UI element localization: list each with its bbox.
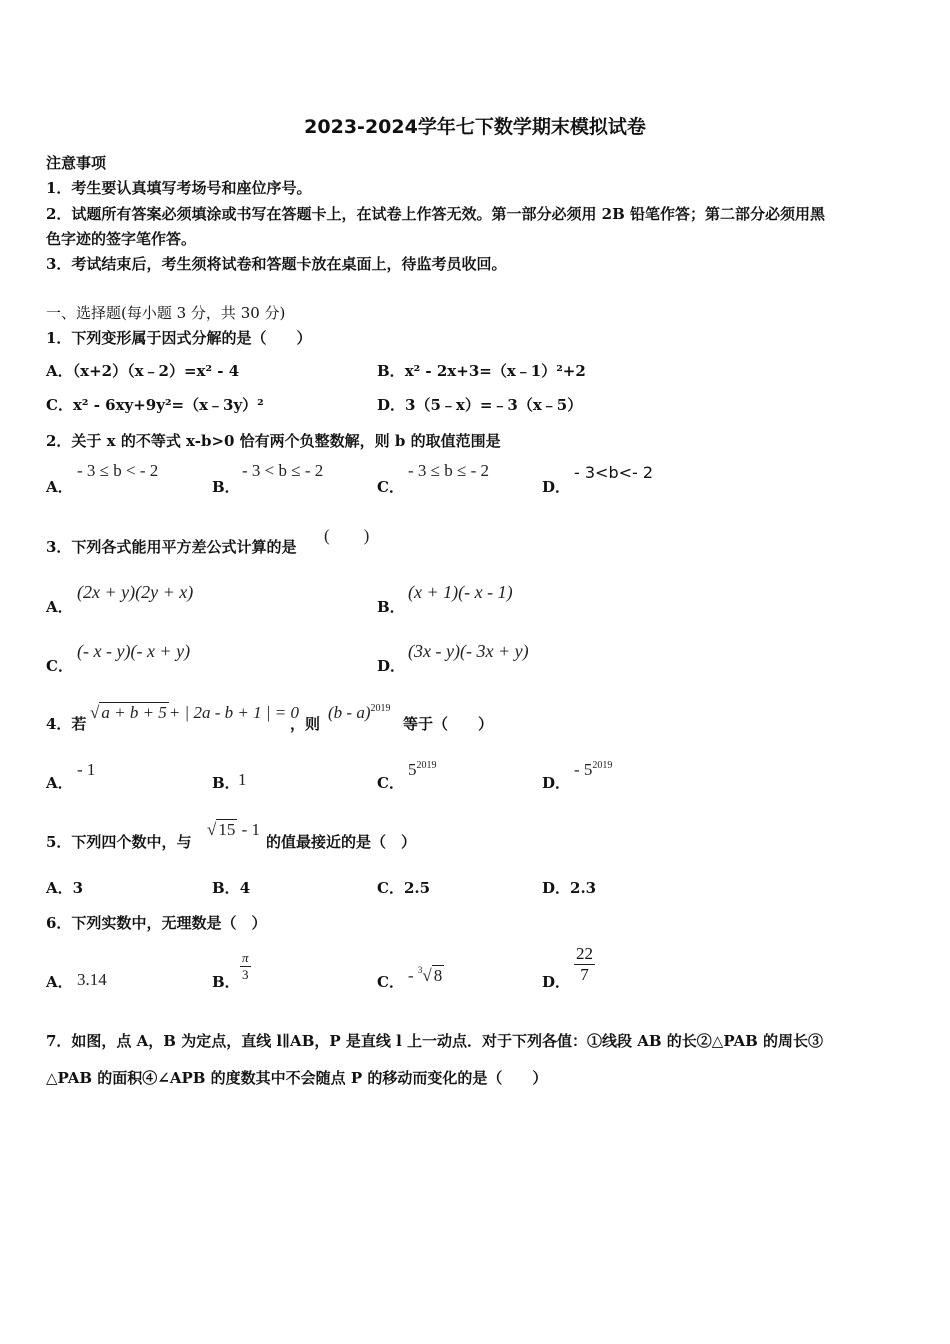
q4-expr: [328, 703, 390, 723]
q4-exponent: 2019: [370, 703, 391, 714]
q4-abs-part: + | 2a - b + 1 | = 0: [168, 703, 299, 722]
notice-item-2: 2．试题所有答案必须填涂或书写在答题卡上，在试卷上作答无效。第一部分必须用 2B 铅笔作答；第二部分必须用黑: [46, 205, 826, 223]
q2-option-b-label: B．: [212, 478, 240, 496]
radicand: 8: [433, 966, 443, 985]
option-label: C．: [377, 879, 404, 897]
q1-option-b: [377, 360, 586, 381]
q2-option-c: - 3 ≤ b ≤ - 2: [408, 461, 489, 480]
q5-option-b: [212, 877, 250, 898]
q4-option-a: - 1: [77, 760, 96, 779]
option-text: 2.5: [403, 879, 431, 897]
q2-stem: 2．关于 x 的不等式 x-b>0 恰有两个负整数解，则 b 的取值范围是: [46, 432, 501, 450]
option-text: 3: [72, 879, 84, 897]
option-label: A．: [46, 879, 73, 897]
q4-option-c-label: C．: [377, 774, 404, 792]
q4-option-c: [408, 760, 437, 780]
power-base: 5: [408, 760, 417, 779]
option-text: x² - 2x+3=（x﹣1）²+2: [404, 362, 586, 380]
q1-stem: 1．下列变形属于因式分解的是（ ）: [46, 329, 312, 347]
q5-root: 15: [218, 820, 236, 839]
q6-option-a-label: A．: [46, 973, 73, 991]
q4-condition: [90, 703, 299, 723]
q1-option-c: [46, 394, 264, 415]
option-text: 2.3: [570, 879, 597, 897]
q5-option-c: [377, 877, 430, 898]
q4-option-a-label: A．: [46, 774, 73, 792]
option-label: B．: [212, 879, 240, 897]
q2-option-b: - 3 < b ≤ - 2: [242, 461, 324, 480]
q3-stem: 3．下列各式能用平方差公式计算的是: [46, 538, 297, 556]
fraction-numerator: 22: [576, 944, 593, 963]
option-label: D．: [377, 396, 406, 414]
fraction-denominator: 7: [580, 965, 589, 984]
page-title: 2023-2024学年七下数学期末模拟试卷: [304, 116, 646, 138]
q2-option-a-label: A．: [46, 478, 73, 496]
option-label: D．: [542, 879, 571, 897]
q2-option-d: - 3<b<- 2: [574, 463, 654, 482]
q2-option-c-label: C．: [377, 478, 404, 496]
option-label: C．: [46, 396, 73, 414]
notice-heading: 注意事项: [46, 154, 107, 172]
q4-option-d-label: D．: [542, 774, 571, 792]
q5-minus: - 1: [237, 820, 261, 839]
q6-option-b-label: B．: [212, 973, 240, 991]
fraction: [574, 944, 595, 985]
radical-sign: √: [90, 703, 100, 722]
q3-option-c: (- x - y)(- x + y): [77, 641, 191, 661]
q4-option-b: 1: [238, 770, 247, 789]
q5-suffix: 的值最接近的是（ ）: [266, 833, 417, 851]
q3-option-b-label: B．: [377, 598, 405, 616]
q3-option-a: (2x + y)(2y + x): [77, 582, 194, 602]
option-text: x² - 6xy+9y²=（x﹣3y）²: [72, 396, 264, 414]
radical-sign: √: [207, 820, 217, 839]
option-text: 3（5﹣x）=﹣3（x﹣5）: [405, 396, 583, 414]
option-text: 4: [239, 879, 251, 897]
q4-option-b-label: B．: [212, 774, 240, 792]
option-label: B．: [377, 362, 405, 380]
q6-option-b: [240, 950, 251, 983]
q5-option-a: [46, 877, 83, 898]
q3-option-d: (3x - y)(- 3x + y): [408, 641, 529, 661]
notice-item-2-cont: 色字迹的签字笔作答。: [46, 230, 197, 248]
q4-mid: ，则: [290, 715, 321, 733]
power-exp: 2019: [416, 760, 437, 771]
option-label: A．: [46, 362, 73, 380]
fraction: [240, 950, 251, 983]
q6-option-c-label: C．: [377, 973, 404, 991]
radical-sign: √: [422, 966, 432, 985]
root-index: 3: [417, 965, 423, 975]
q2-option-d-label: D．: [542, 478, 571, 496]
q5-option-d: [542, 877, 596, 898]
q3-paren: ( ): [324, 526, 370, 545]
q2-option-a: - 3 ≤ b < - 2: [77, 461, 159, 480]
section-heading: 一、选择题(每小题 3 分，共 30 分): [46, 304, 286, 322]
q7-line-2: △PAB 的面积④∠APB 的度数其中不会随点 P 的移动而变化的是（ ）: [46, 1069, 548, 1087]
q4-root: a + b + 5: [101, 703, 167, 722]
q3-option-a-label: A．: [46, 598, 73, 616]
q4-prefix: 4．若: [46, 715, 87, 733]
power-exp: 2019: [592, 760, 613, 771]
q4-suffix: 等于（ ）: [403, 715, 494, 733]
q7-line-1: 7．如图，点 A，B 为定点，直线 l∥AB，P 是直线 l 上一动点．对于下列各值：①线段 AB 的长②△PAB 的周长③: [46, 1032, 824, 1050]
fraction-numerator: π: [242, 950, 249, 965]
q1-option-d: [377, 394, 582, 415]
q3-option-b: (x + 1)(- x - 1): [408, 582, 513, 602]
q6-option-d-label: D．: [542, 973, 571, 991]
q4-base: (b - a): [328, 703, 371, 722]
q1-option-a: [46, 360, 239, 381]
q6-option-c: [408, 966, 444, 986]
q5-prefix: 5．下列四个数中，与: [46, 833, 192, 851]
notice-item-1: 1．考生要认真填写考场号和座位序号。: [46, 179, 312, 197]
q4-option-d: [574, 760, 612, 780]
q5-expr: [207, 820, 260, 840]
option-text: （x+2）（x﹣2）=x² - 4: [72, 362, 240, 380]
q6-option-d: [574, 944, 595, 985]
q6-option-a: 3.14: [77, 970, 107, 989]
fraction-denominator: 3: [242, 967, 249, 982]
q3-option-d-label: D．: [377, 657, 406, 675]
notice-item-3: 3．考试结束后，考生须将试卷和答题卡放在桌面上，待监考员收回。: [46, 255, 507, 273]
power-base: - 5: [574, 760, 593, 779]
minus-sign: -: [408, 966, 418, 985]
q3-option-c-label: C．: [46, 657, 73, 675]
q6-stem: 6．下列实数中，无理数是（ ）: [46, 914, 267, 932]
